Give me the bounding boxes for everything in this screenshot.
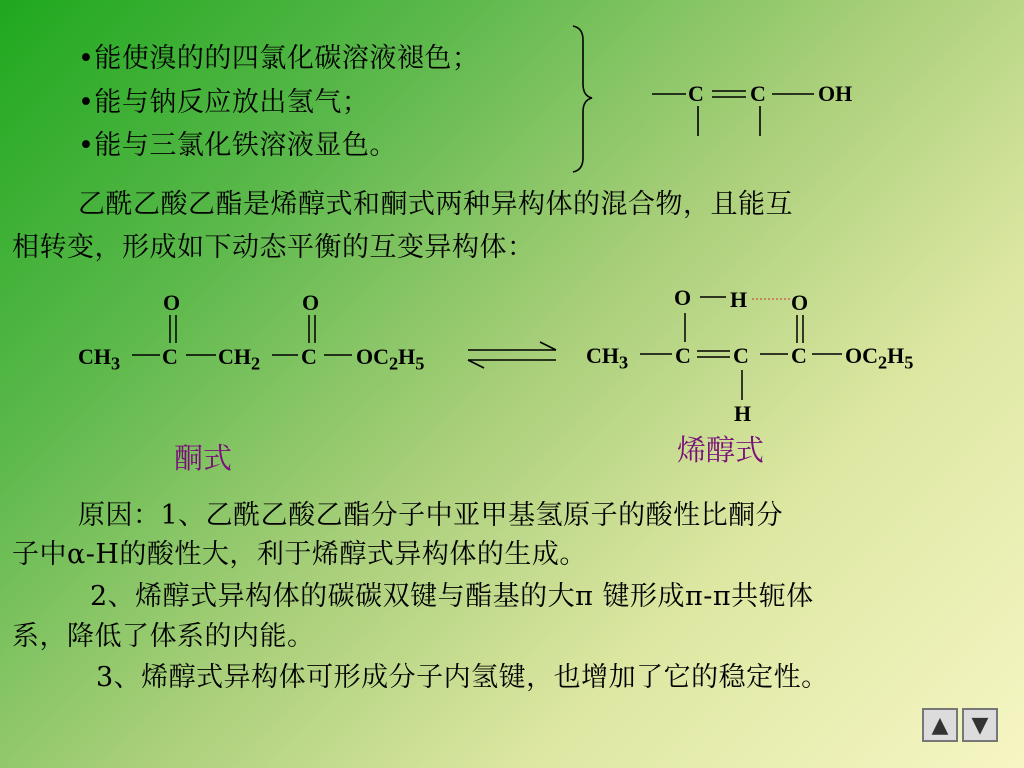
reason-1-line-2: 子中α-H的酸性大，利于烯醇式异构体的生成。 [12,539,587,570]
enol-hydrogen-1: H [730,287,748,312]
keto-carbon-1: C [162,344,178,369]
nav-down-button[interactable] [962,708,998,742]
top-hydroxyl: OH [818,81,853,106]
enol-oxygen-2: O [791,290,809,315]
bullet-decolor-bromine: •能使溴的的四氯化碳溶液褪色； [78,43,480,74]
enol-oxygen-1: O [674,285,692,310]
keto-methylene: $CH_2$ [218,344,261,374]
intro-line-2: 相转变，形成如下动态平衡的互变异构体： [12,232,535,263]
enol-carbon-1: C [675,343,691,368]
enol-label: 烯醇式 [677,433,765,467]
enol-hydrogen-2: H [734,401,752,426]
triangle-down-icon: ▼ [971,712,989,738]
forward-arrowhead [540,342,556,350]
triangle-up-icon: ▲ [931,712,949,738]
keto-oxygen-2: O [302,290,320,315]
top-carbon-2: C [750,81,766,106]
keto-methyl: $CH_3$ [78,344,121,374]
intro-line-1: 乙酰乙酸乙酯是烯醇式和酮式两种异构体的混合物，且能互 [78,189,793,220]
top-carbon-1: C [688,81,704,106]
bullet-ferric-chloride: •能与三氯化铁溶液显色。 [78,130,397,161]
enol-methyl: $CH_3$ [586,343,629,373]
reason-2-line-1: 2、烯醇式异构体的碳碳双键与酯基的大π 键形成π-π共轭体 [90,581,814,612]
nav-up-button[interactable] [922,708,958,742]
keto-carbon-2: C [301,344,317,369]
reason-2-line-2: 系，降低了体系的内能。 [12,621,315,652]
reason-1-line-1: 原因：1、乙酰乙酸乙酯分子中亚甲基氢原子的酸性比酮分 [78,500,784,531]
enol-carbon-3: C [791,343,807,368]
bullet-sodium-hydrogen: •能与钠反应放出氢气； [78,87,370,118]
right-brace [573,26,592,172]
keto-label: 酮式 [174,441,233,475]
reverse-arrowhead [468,360,484,368]
enol-ethoxy: $OC_2H_5$ [845,343,914,373]
enol-carbon-2: C [733,343,749,368]
keto-ethoxy: $OC_2H_5$ [356,344,425,374]
reason-3: 3、烯醇式异构体可形成分子内氢键，也增加了它的稳定性。 [96,662,829,693]
keto-oxygen-1: O [163,290,181,315]
